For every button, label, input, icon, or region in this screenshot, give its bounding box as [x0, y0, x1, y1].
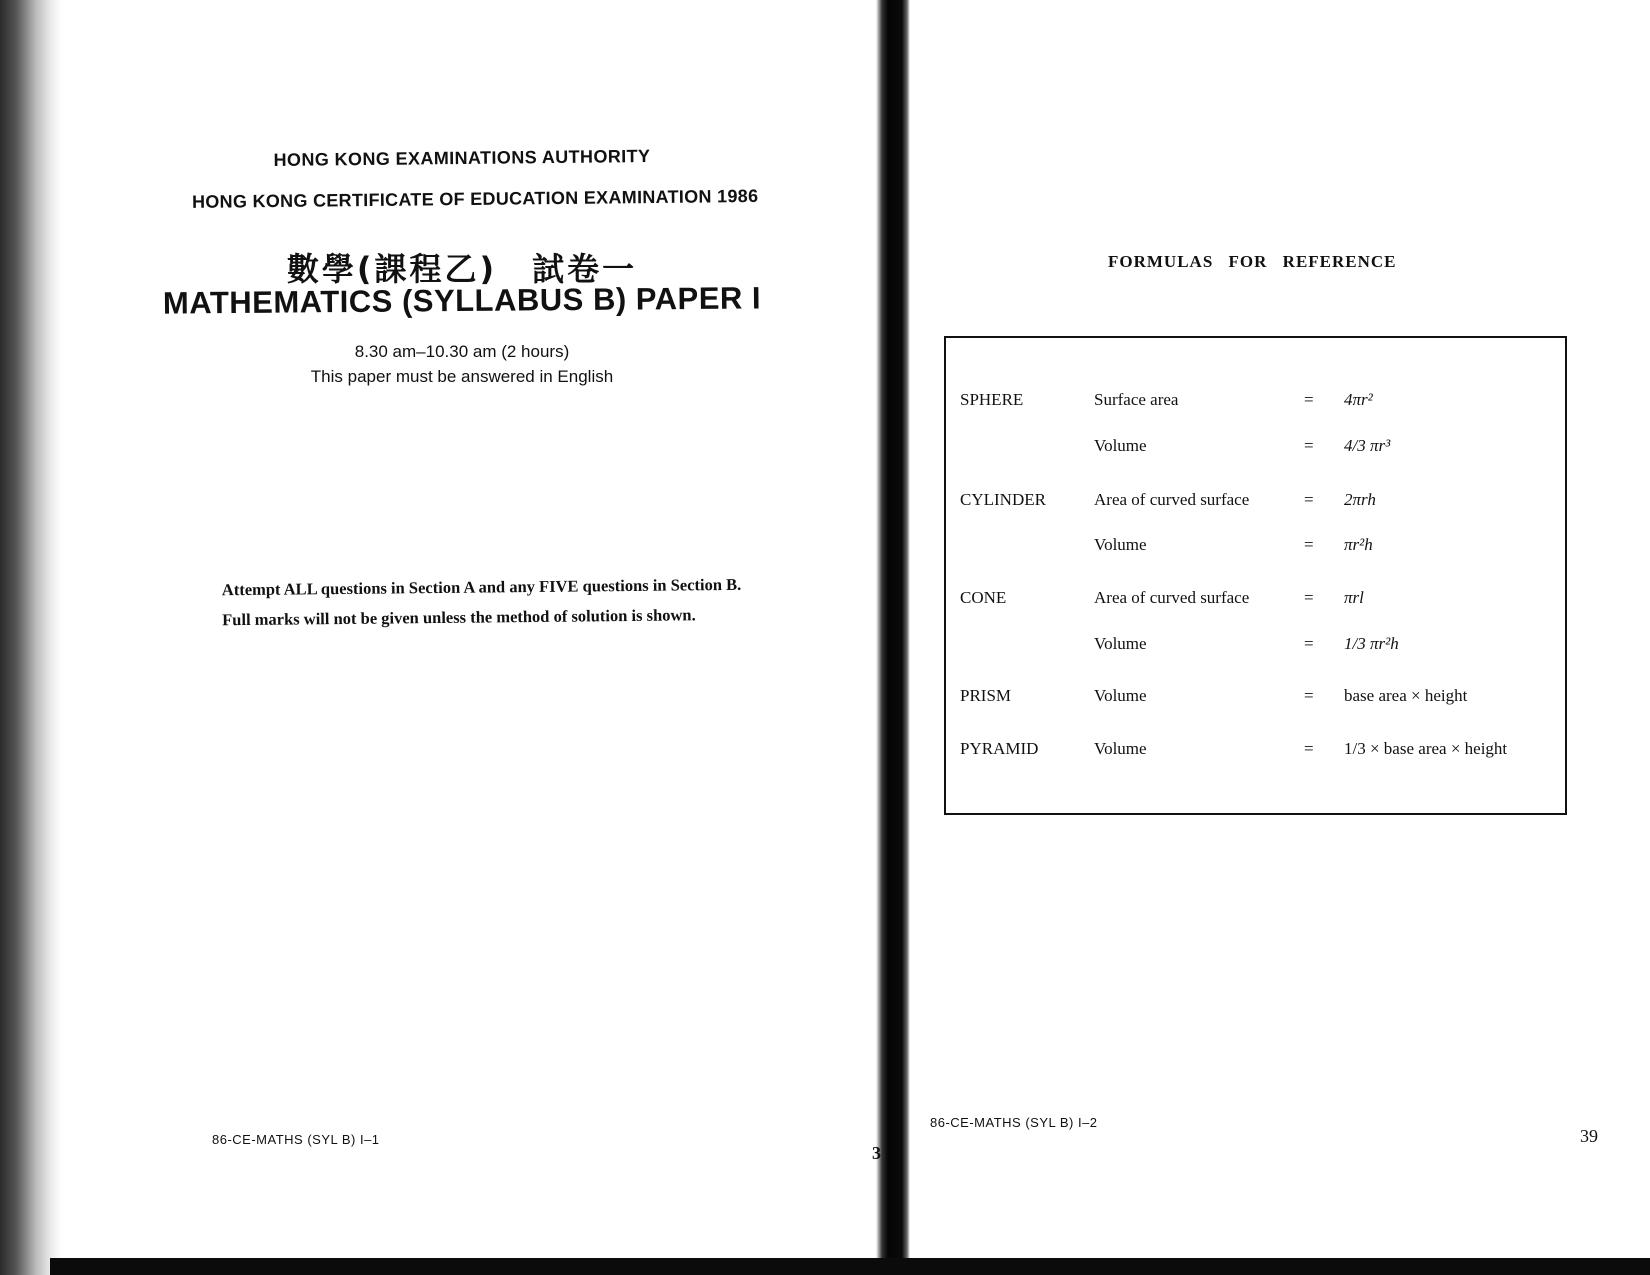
- attribute-name: Volume: [1094, 535, 1147, 554]
- equals-sign: =: [1304, 490, 1314, 509]
- formula: 4πr²: [1344, 390, 1373, 409]
- page-number: 3: [872, 1143, 881, 1163]
- exam-time: 8.30 am–10.30 am (2 hours): [354, 342, 570, 361]
- formula-row: [946, 486, 1565, 516]
- attribute-name: Surface area: [1094, 390, 1179, 409]
- instruction-line: Full marks will not be given unless the method of solution is shown.: [222, 605, 696, 630]
- attribute-name: Area of curved surface: [1094, 588, 1250, 607]
- attribute-name: Volume: [1094, 436, 1147, 455]
- formula-row: [946, 584, 1565, 614]
- instructions: [222, 569, 843, 635]
- formula: 1/3 × base area × height: [1344, 739, 1508, 758]
- equals-sign: =: [1304, 390, 1314, 409]
- formula-table: [944, 336, 1567, 815]
- scan-left-edge-shadow: [0, 0, 62, 1275]
- shape-name: CONE: [960, 588, 1007, 607]
- formula: base area × height: [1344, 686, 1468, 705]
- formula: πrl: [1344, 588, 1364, 607]
- scan-bottom-shadow: [50, 1258, 1650, 1275]
- equals-sign: =: [1304, 739, 1314, 758]
- paper-code: 86-CE-MATHS (SYL B) I–2: [930, 1115, 1098, 1130]
- attribute-name: Volume: [1094, 686, 1147, 705]
- formula-row: [946, 682, 1565, 712]
- attribute-name: Volume: [1094, 739, 1147, 758]
- formula-row: [946, 735, 1565, 765]
- cover-page: [62, 0, 881, 1258]
- equals-sign: =: [1304, 634, 1314, 653]
- chinese-title: 數學(課程乙) 試卷一: [286, 250, 638, 288]
- attribute-name: Area of curved surface: [1094, 490, 1250, 509]
- exam-name-heading: HONG KONG CERTIFICATE OF EDUCATION EXAMINATION 1986: [191, 185, 759, 212]
- equals-sign: =: [1304, 535, 1314, 554]
- equals-sign: =: [1304, 588, 1314, 607]
- paper-code: 86-CE-MATHS (SYL B) I–1: [212, 1132, 380, 1147]
- shape-name: PRISM: [960, 686, 1012, 705]
- formula: πr²h: [1344, 535, 1373, 554]
- formula: 2πrh: [1344, 490, 1376, 509]
- authority-heading: HONG KONG EXAMINATIONS AUTHORITY: [273, 146, 651, 170]
- formula: 4/3 πr³: [1344, 436, 1391, 455]
- page-number: 39: [1580, 1126, 1598, 1146]
- shape-name: CYLINDER: [960, 490, 1046, 509]
- formula-page: [910, 0, 1650, 1258]
- attribute-name: Volume: [1094, 634, 1147, 653]
- equals-sign: =: [1304, 686, 1314, 705]
- formulas-heading: FORMULAS FOR REFERENCE: [1108, 252, 1397, 271]
- instruction-line: Attempt ALL questions in Section A and any FIVE questions in Section B.: [221, 574, 742, 600]
- language-note: This paper must be answered in English: [310, 367, 614, 386]
- equals-sign: =: [1304, 436, 1314, 455]
- formula: 1/3 πr²h: [1344, 634, 1399, 653]
- formula-row: [946, 386, 1565, 416]
- shape-name: SPHERE: [960, 390, 1024, 409]
- formula-row: [946, 531, 1565, 561]
- formula-row: [946, 630, 1565, 660]
- shape-name: PYRAMID: [960, 739, 1039, 758]
- paper-title: MATHEMATICS (SYLLABUS B) PAPER I: [162, 280, 762, 321]
- formula-row: [946, 432, 1565, 462]
